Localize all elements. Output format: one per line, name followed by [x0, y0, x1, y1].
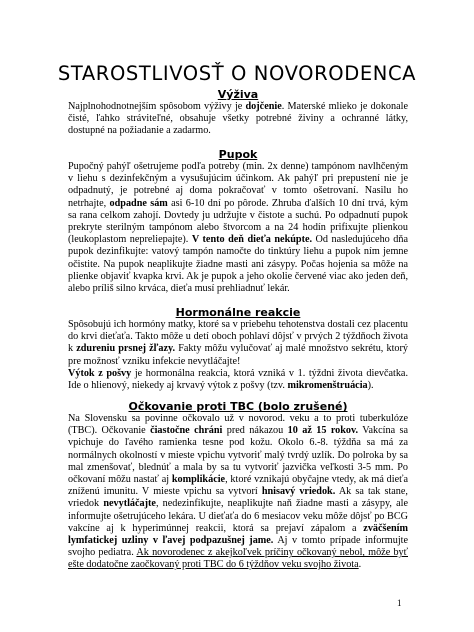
- bold-text-run: čiastočne chráni: [150, 425, 223, 437]
- text-run: Najplnohodnotnejším spôsobom výživy je: [68, 101, 246, 112]
- section-pupok: [68, 148, 408, 295]
- bold-text-run: 10 až 15 rokov.: [287, 425, 359, 437]
- section-ockovanie-tbc: [68, 400, 408, 572]
- bold-text-run: V tento deň dieťa nekúpte.: [191, 234, 313, 246]
- bold-text-run: mikromenštruácia: [287, 380, 368, 392]
- bold-text-run: hnisavý vriedok.: [261, 486, 336, 498]
- text-run: ).: [367, 380, 374, 392]
- section-heading: Pupok: [218, 148, 258, 161]
- bold-text-run: zväčšením lymfatickej uzliny v ľavej podpazušnej jame.: [68, 522, 408, 547]
- section-paragraph: [68, 101, 408, 138]
- section-paragraph: [68, 368, 408, 392]
- page-number: 1: [397, 598, 402, 608]
- section-paragraph: [68, 161, 408, 295]
- bold-text-run: komplikácie: [171, 474, 226, 486]
- text-run: je hormonálna reakcia, ktorá vzniká v 1. týždni života dievčatka. Ide o hlienový, niekedy aj krvavý výtok z pošvy (tzv.: [68, 367, 408, 392]
- text-run: Ak sa tak stane, vriedok: [68, 486, 408, 510]
- text-run: Od nasledujúceho dňa pupok dezinfikujte: vatový tampón namočte do tinktúry liehu a pupok ním jemne očistite. Na pupok neaplikujte žiadne masti ani zásypy. Počas hojenia sa môže na plienke objaviť kvapka krvi. Ak je pupok a jeho okolie červené viac ako jeden deň, alebo príliš silno krváca, dieťa musí prehliadnuť lekár.: [68, 234, 408, 295]
- text-run: Vakcína sa vpichuje do ľavého ramienka tesne pod kožu. Okolo 6.-8. týždňa sa má za normálnych okolností v mieste vpichu vytvoriť malý tvrdý uzlík. Do polroka by sa mal zmenšovať, blednúť a mala by sa tu vytvoriť jazvička veľkosti 3-5 mm. Po očkovaní môžu nastať aj: [68, 425, 409, 486]
- text-run: , ktoré vznikajú obyčajne vtedy, ak má dieťa zníženú imunitu. V mieste vpichu sa vytvorí: [68, 474, 408, 498]
- text-run: Fakty môžu vylučovať aj malé množstvo sekrétu, ktorý pre možnosť vzniku infekcie nevytláčajte!: [68, 343, 408, 367]
- bold-text-run: dojčenie: [245, 101, 282, 112]
- text-run: Pupočný pahýľ ošetrujeme podľa potreby (min. 2x denne) tampónom navlhčeným v liehu s dezinfekčným a vysušujúcim účinkom. Ak pahýľ pri prepustení nie je odpadnutý, je potrebné aj doma pokračovať v tomto ošetrovaní. Nasilu ho netrhajte,: [68, 161, 408, 209]
- bold-text-run: odpadne sám: [109, 197, 168, 209]
- bold-text-run: zdureniu prsnej žľazy.: [76, 343, 176, 355]
- bold-text-run: nevytláčajte: [103, 498, 156, 510]
- text-run: asi 6-10 dní po pôrode. Zhruba ďalších 10 dní trvá, kým sa rana celkom zahojí. Dovtedy ju udržujte v čistote a suchú. Po odpadnutí pupok prekryte sterilným tampónom alebo štvorcom a na 24 hodín prifixujte plienkou (leukoplastom nepreliepajte).: [68, 197, 409, 246]
- section-heading: Výživa: [217, 88, 259, 101]
- text-run: , nedezinfikujte, neaplikujte naň žiadne masti a zásypy, ale informujte ošetrujúceho lekára. U dieťaťa do 6 mesiacov veku môže dôjsť po BCG vakcíne aj k hyperimúnnej reakcii, ktorá sa prejaví zápalom a: [68, 498, 408, 534]
- text-run: . Materské mlieko je dokonale čisté, ľahko stráviteľné, obsahuje všetky potrebné živiny a ochranné látky, dostupné na požiadanie a zadarmo.: [68, 101, 408, 137]
- section-hormonalne-reakcie: [68, 306, 408, 392]
- bold-text-run: Výtok z pošvy: [68, 367, 132, 379]
- section-paragraph: [68, 413, 408, 572]
- text-run: Aj v tomto prípade informujte svojho pediatra.: [68, 535, 408, 559]
- section-vyziva: [68, 88, 408, 138]
- section-paragraph: [68, 319, 408, 368]
- text-run: .: [358, 559, 362, 571]
- text-run: Spôsobujú ich hormóny matky, ktoré sa v priebehu tehotenstva dostali cez placentu do krvi dieťaťa. Takto môže u detí oboch pohlaví dôjsť v prvých 2 týždňoch života k: [68, 319, 408, 355]
- section-heading: Očkovanie proti TBC (bolo zrušené): [128, 400, 348, 413]
- page-title: STAROSTLIVOSŤ O NOVORODENCA: [57, 62, 417, 85]
- text-run: pred nákazou: [222, 425, 288, 437]
- underlined-text-run: Ak novorodenec z akejkoľvek príčiny očkovaný nebol, môže byť ešte dodatočne zaočkovaný proti TBC do 6 týždňov veku svojho života: [68, 547, 408, 571]
- text-run: Na Slovensku sa povinne očkovalo už v novorod. veku a to proti tuberkulóze (TBC). Očkovanie: [68, 413, 408, 437]
- section-heading: Hormonálne reakcie: [175, 306, 301, 319]
